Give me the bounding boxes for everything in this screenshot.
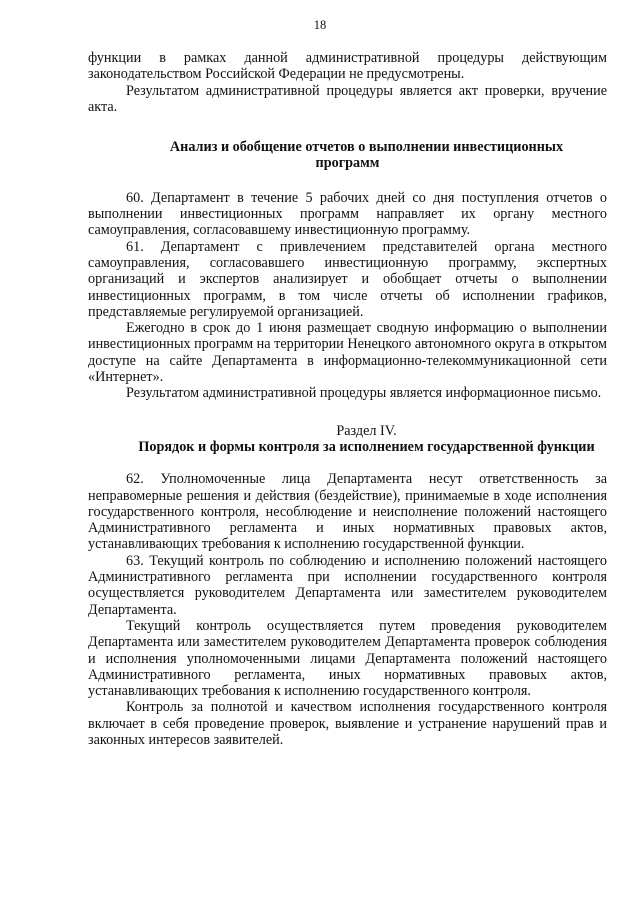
section-heading-analysis: Анализ и обобщение отчетов о выполнении инвестиционных программ (169, 139, 564, 172)
paragraph-61: 61. Департамент с привлечением представителей органа местного самоуправления, согласовавшего инвестиционную программу, экспертных организаций и экспертов анализирует и обобщает отчеты о выполнении инвестиционных программ, в том числе отчеты об исполнении графиков, представляемые регулируемой организацией. (88, 238, 607, 320)
page-number: 18 (313, 18, 327, 32)
paragraph-intro-continuation: функции в рамках данной административной процедуры действующим законодательством Российской Федерации не предусмотрены. (88, 50, 607, 83)
paragraph-60: 60. Департамент в течение 5 рабочих дней со дня поступления отчетов о выполнении инвестиционных программ направляет их органу местного самоуправления, согласовавшему инвестиционную программу. (88, 189, 607, 239)
paragraph-62: 62. Уполномоченные лица Департамента несут ответственность за неправомерные решения и действия (бездействие), принимаемые в ходе исполнения государственного контроля, несоблюдение и неисполнение положений настоящего Административного регламента и иных нормативных правовых актов, устанавливающих требования к исполнению государственной функции. (88, 471, 607, 553)
paragraph-result-act: Результатом административной процедуры является акт проверки, вручение акта. (88, 82, 607, 115)
section-heading-control: Порядок и формы контроля за исполнением государственной функции (138, 438, 595, 455)
section-label-iv: Раздел IV. (336, 422, 397, 439)
paragraph-current-control: Текущий контроль осуществляется путем проведения руководителем Департамента или заместителем руководителем Департамента проверок соблюдения и исполнения уполномоченными лицами Департамента положений настоящего Административного регламента, иных нормативных правовых актов, устанавливающих требования к исполнению государственного контроля. (88, 617, 607, 700)
paragraph-63: 63. Текущий контроль по соблюдению и исполнению положений настоящего Административного регламента при исполнении государственного контроля осуществляется руководителем Департамента или заместителем руководителем Департамента. (88, 552, 607, 618)
paragraph-annual-publication: Ежегодно в срок до 1 июня размещает сводную информацию о выполнении инвестиционных программ на территории Ненецкого автономного округа в открытом доступе на сайте Департамента в информационно-телекоммуникационной сети «Интернет». (88, 320, 607, 386)
paragraph-control-quality: Контроль за полнотой и качеством исполнения государственного контроля включает в себя проведение проверок, выявление и устранение нарушений прав и законных интересов заявителей. (88, 699, 607, 748)
document-body (88, 50, 607, 748)
paragraph-result-letter: Результатом административной процедуры является информационное письмо. (126, 385, 602, 402)
